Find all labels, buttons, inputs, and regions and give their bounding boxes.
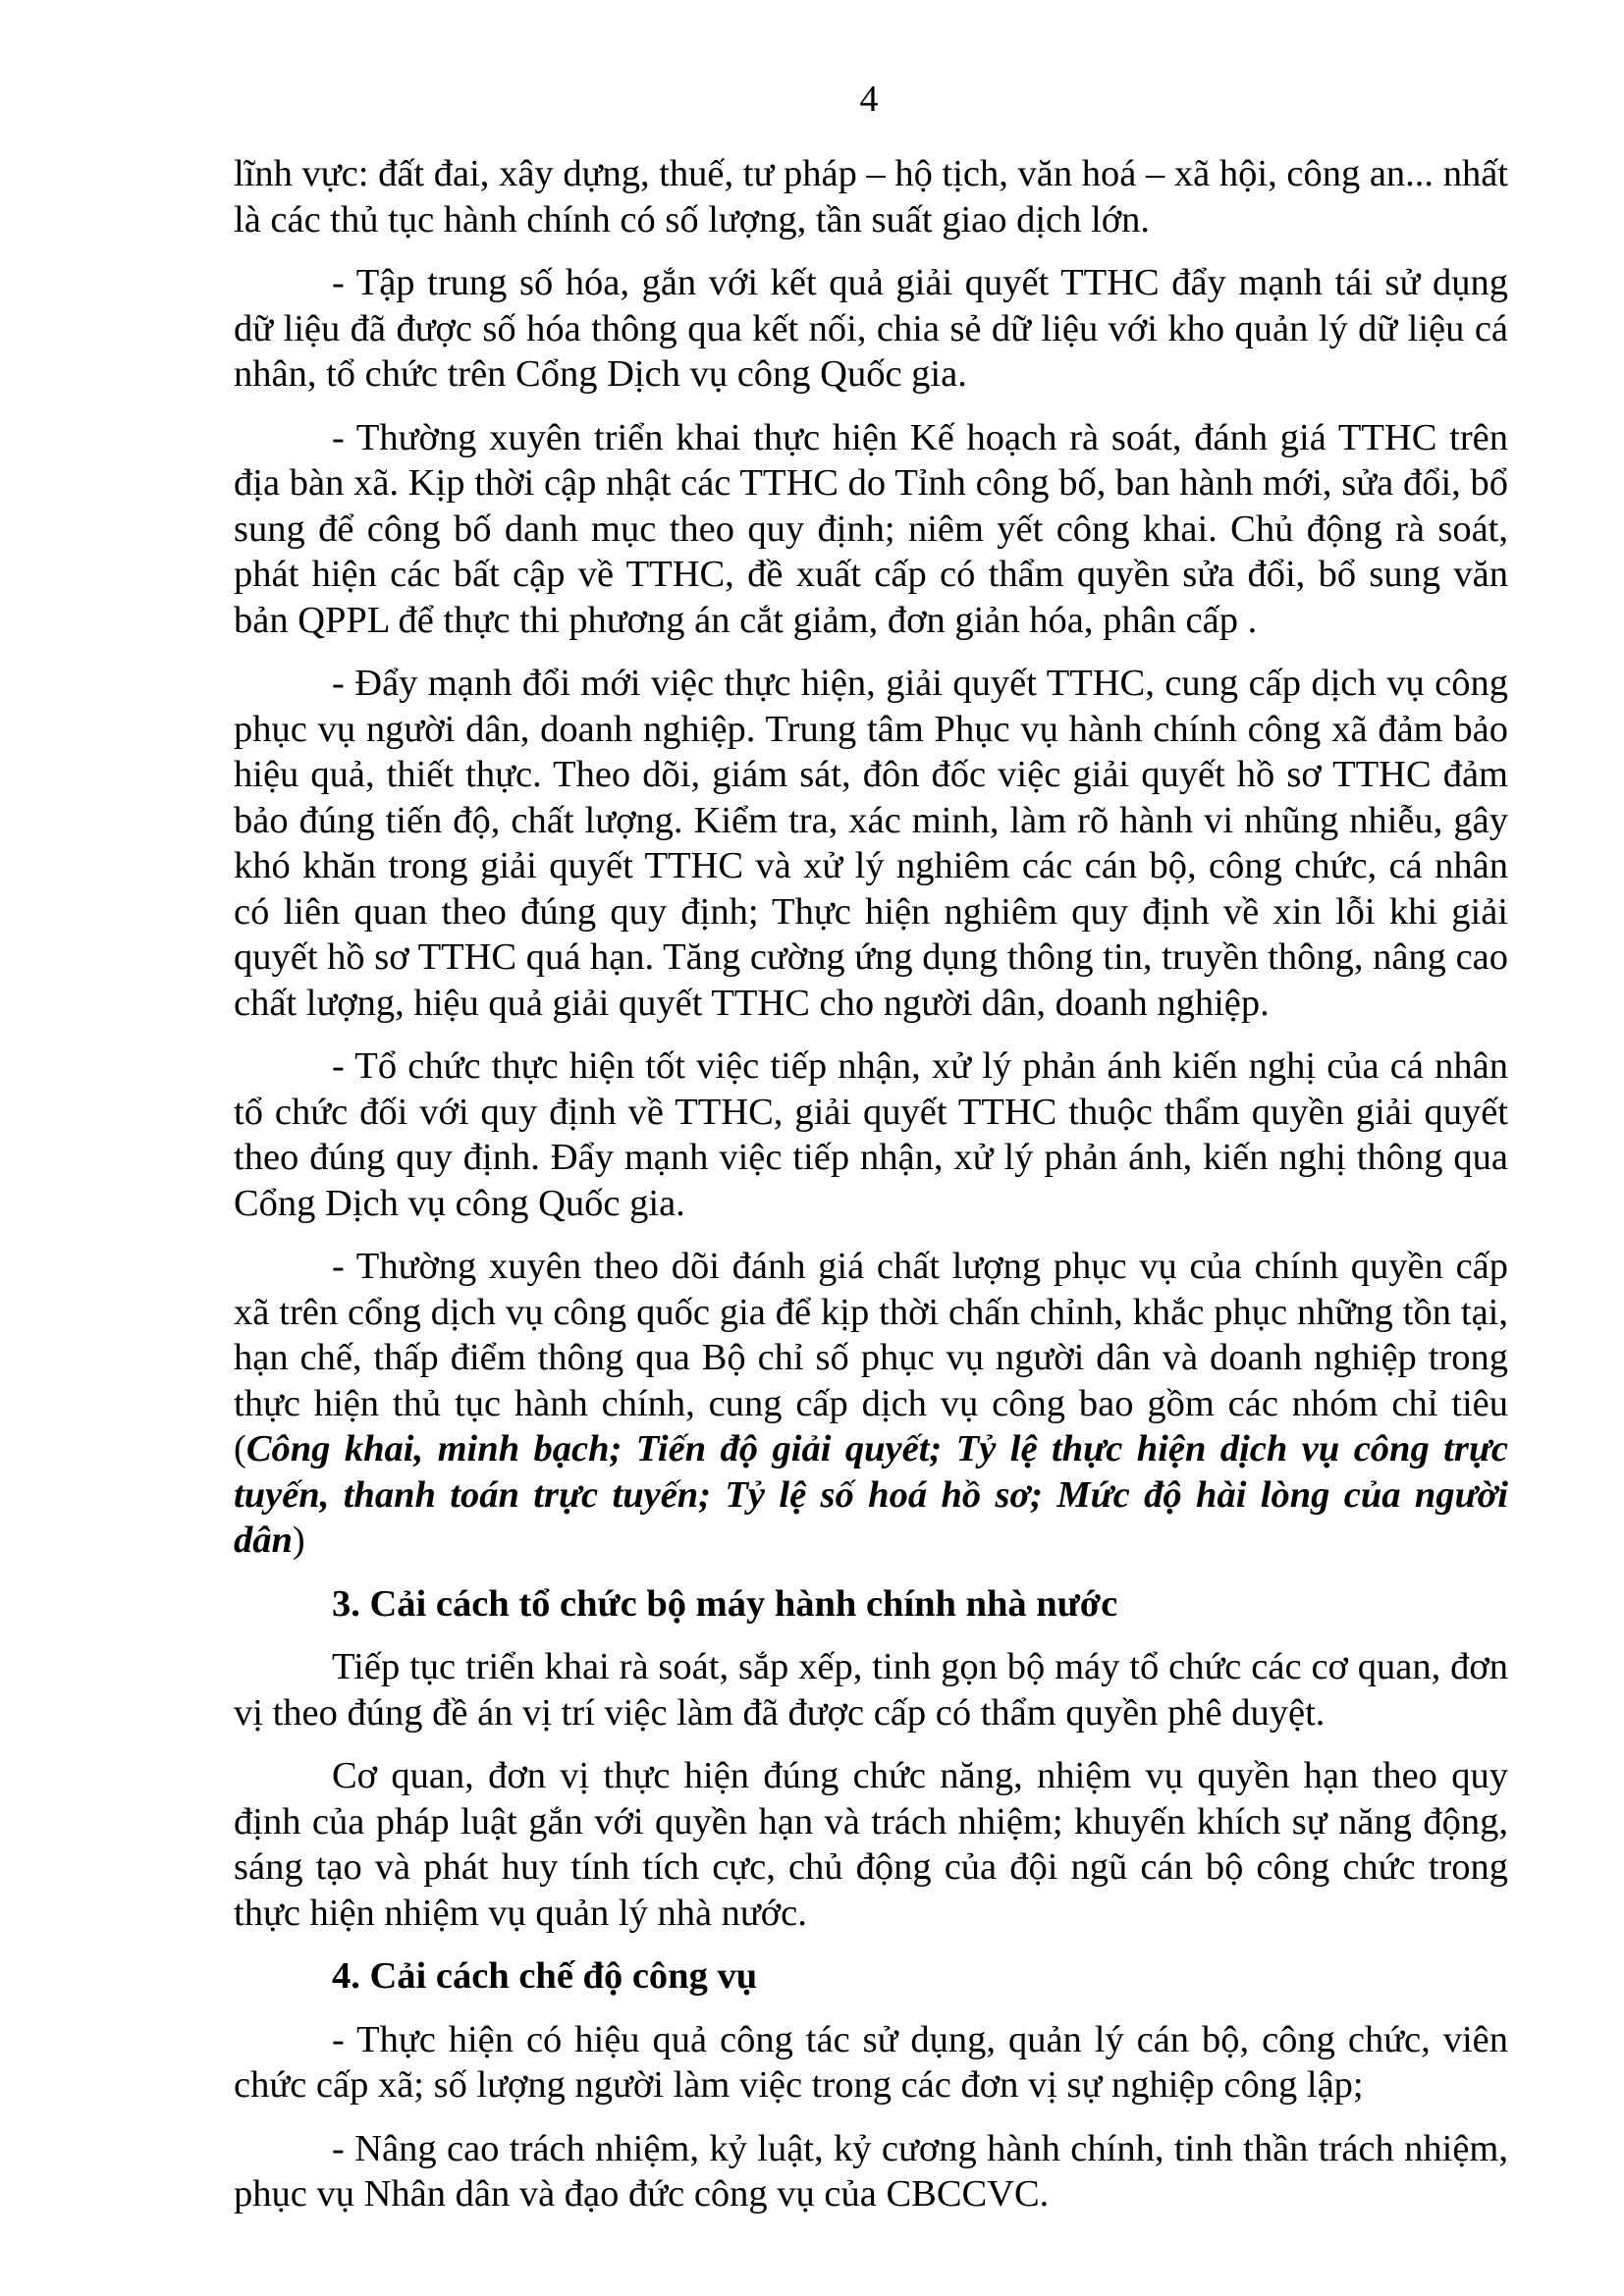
paragraph-staff-management: - Thực hiện có hiệu quả công tác sử dụng, quản lý cán bộ, công chức, viên chức cấp xã; số lượng người làm việc trong các đơn vị sự nghiệp công lập; (234, 2018, 1508, 2106)
quality-monitoring-text: - Thường xuyên theo dõi đánh giá chất lượng phục vụ của chính quyền cấp xã trên cổng dịch vụ công quốc gia để kịp thời chấn chỉnh, khắc phục những tồn tại, hạn chế, thấp điểm thông qua Bộ chỉ số phục vụ người dân và doanh nghiệp trong thực hiện thủ tục hành chính, cung cấp dịch vụ công bao gồm các nhóm chỉ tiêu ( (234, 1246, 1508, 1469)
paragraph-public-service-innovation: - Đẩy mạnh đổi mới việc thực hiện, giải quyết TTHC, cung cấp dịch vụ công phục vụ người dân, doanh nghiệp. Trung tâm Phục vụ hành chính công xã đảm bảo hiệu quả, thiết thực. Theo dõi, giám sát, đôn đốc việc giải quyết hồ sơ TTHC đảm bảo đúng tiến độ, chất lượng. Kiểm tra, xác minh, làm rõ hành vi nhũng nhiễu, gây khó khăn trong giải quyết TTHC và xử lý nghiêm các cán bộ, công chức, cá nhân có liên quan theo đúng quy định; Thực hiện nghiêm quy định về xin lỗi khi giải quyết hồ sơ TTHC quá hạn. Tăng cường ứng dụng thông tin, truyền thông, nâng cao chất lượng, hiệu quả giải quyết TTHC cho người dân, doanh nghiệp. (234, 663, 1508, 1024)
paragraph-apparatus-review: Tiếp tục triển khai rà soát, sắp xếp, tinh gọn bộ máy tổ chức các cơ quan, đơn vị theo đúng đề án vị trí việc làm đã được cấp có thẩm quyền phê duyệt. (234, 1646, 1508, 1734)
paragraph-quality-monitoring (234, 1244, 1508, 1564)
document-body (234, 151, 1508, 2235)
paragraph-continuation: lĩnh vực: đất đai, xây dựng, thuế, tư pháp – hộ tịch, văn hoá – xã hội, công an... nhất là các thủ tục hành chính có số lượng, tần suất giao dịch lớn. (234, 153, 1508, 240)
page-number: 4 (859, 79, 879, 120)
indicator-groups-emphasis: Công khai, minh bạch; Tiến độ giải quyết; Tỷ lệ thực hiện dịch vụ công trực tuyến, thanh toán trực tuyến; Tỷ lệ số hoá hồ sơ; Mức độ hài lòng của người dân (234, 1428, 1508, 1561)
section-heading-4: 4. Cải cách chế độ công vụ (332, 1955, 758, 1997)
paragraph-tthc-review: - Thường xuyên triển khai thực hiện Kế hoạch rà soát, đánh giá TTHC trên địa bàn xã. Kịp thời cập nhật các TTHC do Tỉnh công bố, ban hành mới, sửa đổi, bổ sung để công bố danh mục theo quy định; niêm yết công khai. Chủ động rà soát, phát hiện các bất cập về TTHC, đề xuất cấp có thẩm quyền sửa đổi, bổ sung văn bản QPPL để thực thi phương án cắt giảm, đơn giản hóa, phân cấp . (234, 416, 1508, 641)
paragraph-feedback-handling: - Tổ chức thực hiện tốt việc tiếp nhận, xử lý phản ánh kiến nghị của cá nhân tổ chức đối với quy định về TTHC, giải quyết TTHC thuộc thẩm quyền giải quyết theo đúng quy định. Đẩy mạnh việc tiếp nhận, xử lý phản ánh, kiến nghị thông qua Cổng Dịch vụ công Quốc gia. (234, 1045, 1508, 1224)
paragraph-agency-functions: Cơ quan, đơn vị thực hiện đúng chức năng, nhiệm vụ quyền hạn theo quy định của pháp luật gắn với quyền hạn và trách nhiệm; khuyến khích sự năng động, sáng tạo và phát huy tính tích cực, chủ động của đội ngũ cán bộ công chức trong thực hiện nhiệm vụ quản lý nhà nước. (234, 1755, 1508, 1934)
paragraph-digitization: - Tập trung số hóa, gắn với kết quả giải quyết TTHC đẩy mạnh tái sử dụng dữ liệu đã được số hóa thông qua kết nối, chia sẻ dữ liệu với kho quản lý dữ liệu cá nhân, tổ chức trên Cổng Dịch vụ công Quốc gia. (234, 262, 1508, 395)
paragraph-discipline-ethics: - Nâng cao trách nhiệm, kỷ luật, kỷ cương hành chính, tinh thần trách nhiệm, phục vụ Nhân dân và đạo đức công vụ của CBCCVC. (234, 2127, 1508, 2215)
section-heading-3: 3. Cải cách tổ chức bộ máy hành chính nhà nước (332, 1582, 1118, 1625)
closing-parenthesis: ) (292, 1520, 305, 1561)
